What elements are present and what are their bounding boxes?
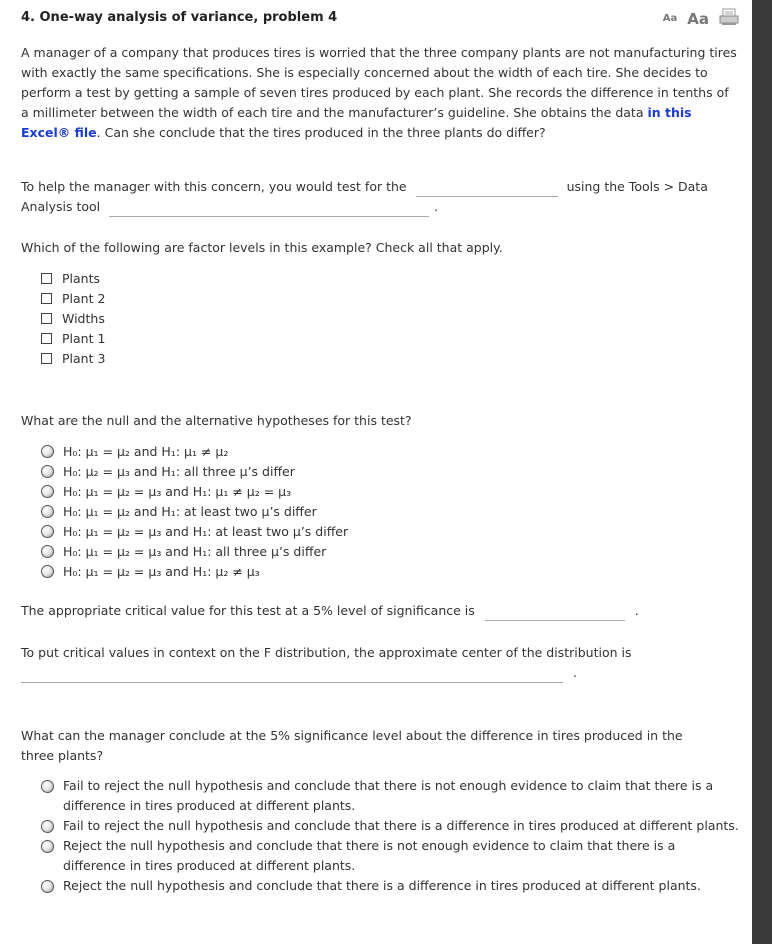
radio-button[interactable] [41, 465, 54, 478]
radio-button[interactable] [41, 445, 54, 458]
hypothesis-option[interactable]: H₀: μ₁ = μ₂ = μ₃ and H₁: μ₁ ≠ μ₂ = μ₃ [41, 481, 291, 501]
conclusion-option[interactable]: Fail to reject the null hypothesis and conclude that there is a difference in tires produced at different plants. [41, 816, 741, 836]
intro-text-1: A manager of a company that produces tires is worried that the three company plants are not manufacturing tires with exactly the same specifications. She is especially concerned about the width of each tire. She decides to perform a test by getting a sample of seven tires produced by each plant. She records the difference in tenths of a millimeter between the width of each tire and the manufacturer’s guideline. She obtains the data [21, 45, 737, 120]
radio-button[interactable] [41, 525, 54, 538]
radio-button[interactable] [41, 545, 54, 558]
printer-icon[interactable] [719, 8, 739, 29]
checkbox[interactable] [41, 273, 52, 284]
page-title: 4. One-way analysis of variance, problem 4 [21, 10, 338, 25]
radio-button[interactable] [41, 565, 54, 578]
q1-text-a: To help the manager with this concern, you would test for the [21, 179, 407, 194]
radio-button[interactable] [41, 780, 54, 793]
header-tools [663, 8, 739, 29]
excel-file-link[interactable]: in this Excel® file [21, 105, 692, 140]
q1-text-b: using the Tools > Data [566, 179, 708, 194]
hypothesis-option[interactable]: H₀: μ₂ = μ₃ and H₁: all three μ’s differ [41, 461, 295, 481]
radio-button[interactable] [41, 820, 54, 833]
header [21, 8, 739, 30]
scrollbar[interactable] [752, 0, 772, 944]
q4-label: The appropriate critical value for this test at a 5% level of significance is [21, 603, 475, 618]
test-type-dropdown[interactable] [416, 182, 558, 197]
q3-prompt: What are the null and the alternative hypotheses for this test? [21, 413, 412, 428]
radio-button[interactable] [41, 505, 54, 518]
q2-prompt: Which of the following are factor levels in this example? Check all that apply. [21, 240, 503, 255]
conclusion-option[interactable]: Fail to reject the null hypothesis and conclude that there is not enough evidence to claim that there is a difference in tires produced at different plants. [41, 776, 741, 816]
hypothesis-option[interactable]: H₀: μ₁ = μ₂ and H₁: μ₁ ≠ μ₂ [41, 441, 228, 461]
factor-option[interactable]: Plant 2 [41, 288, 105, 308]
factor-option[interactable]: Plant 1 [41, 328, 105, 348]
q4-text [21, 601, 639, 621]
critical-value-dropdown[interactable] [485, 606, 625, 621]
q1-text-c: Analysis tool [21, 199, 101, 214]
hypothesis-option[interactable]: H₀: μ₁ = μ₂ = μ₃ and H₁: all three μ’s differ [41, 541, 326, 561]
hypothesis-option[interactable]: H₀: μ₁ = μ₂ and H₁: at least two μ’s differ [41, 501, 317, 521]
checkbox[interactable] [41, 353, 52, 364]
factor-option[interactable]: Widths [41, 308, 105, 328]
hypothesis-option[interactable]: H₀: μ₁ = μ₂ = μ₃ and H₁: at least two μ’s differ [41, 521, 348, 541]
analysis-tool-dropdown[interactable] [109, 202, 429, 217]
radio-button[interactable] [41, 485, 54, 498]
checkbox[interactable] [41, 313, 52, 324]
q6-prompt: What can the manager conclude at the 5% significance level about the difference in tires produced in the three plants? [21, 728, 683, 763]
q1-text [21, 177, 739, 217]
font-size-small-button[interactable]: Aa [662, 13, 678, 24]
q4-end: . [634, 603, 639, 618]
q5-end: . [572, 665, 577, 680]
conclusion-option[interactable]: Reject the null hypothesis and conclude that there is not enough evidence to claim that there is a difference in tires produced at different plants. [41, 836, 741, 876]
radio-button[interactable] [41, 840, 54, 853]
font-size-large-button[interactable]: Aa [687, 9, 709, 28]
factor-option[interactable]: Plant 3 [41, 348, 105, 368]
distribution-center-dropdown[interactable] [21, 668, 563, 683]
intro-paragraph [21, 43, 739, 143]
q1-end: . [434, 199, 439, 214]
q5-text [21, 643, 739, 683]
factor-option[interactable]: Plants [41, 268, 100, 288]
hypothesis-option[interactable]: H₀: μ₁ = μ₂ = μ₃ and H₁: μ₂ ≠ μ₃ [41, 561, 260, 581]
conclusion-option[interactable]: Reject the null hypothesis and conclude that there is a difference in tires produced at different plants. [41, 876, 741, 896]
checkbox[interactable] [41, 293, 52, 304]
checkbox[interactable] [41, 333, 52, 344]
radio-button[interactable] [41, 880, 54, 893]
intro-text-2: . Can she conclude that the tires produced in the three plants do differ? [96, 125, 546, 140]
q5-label: To put critical values in context on the F distribution, the approximate center of the distribution is [21, 645, 632, 660]
